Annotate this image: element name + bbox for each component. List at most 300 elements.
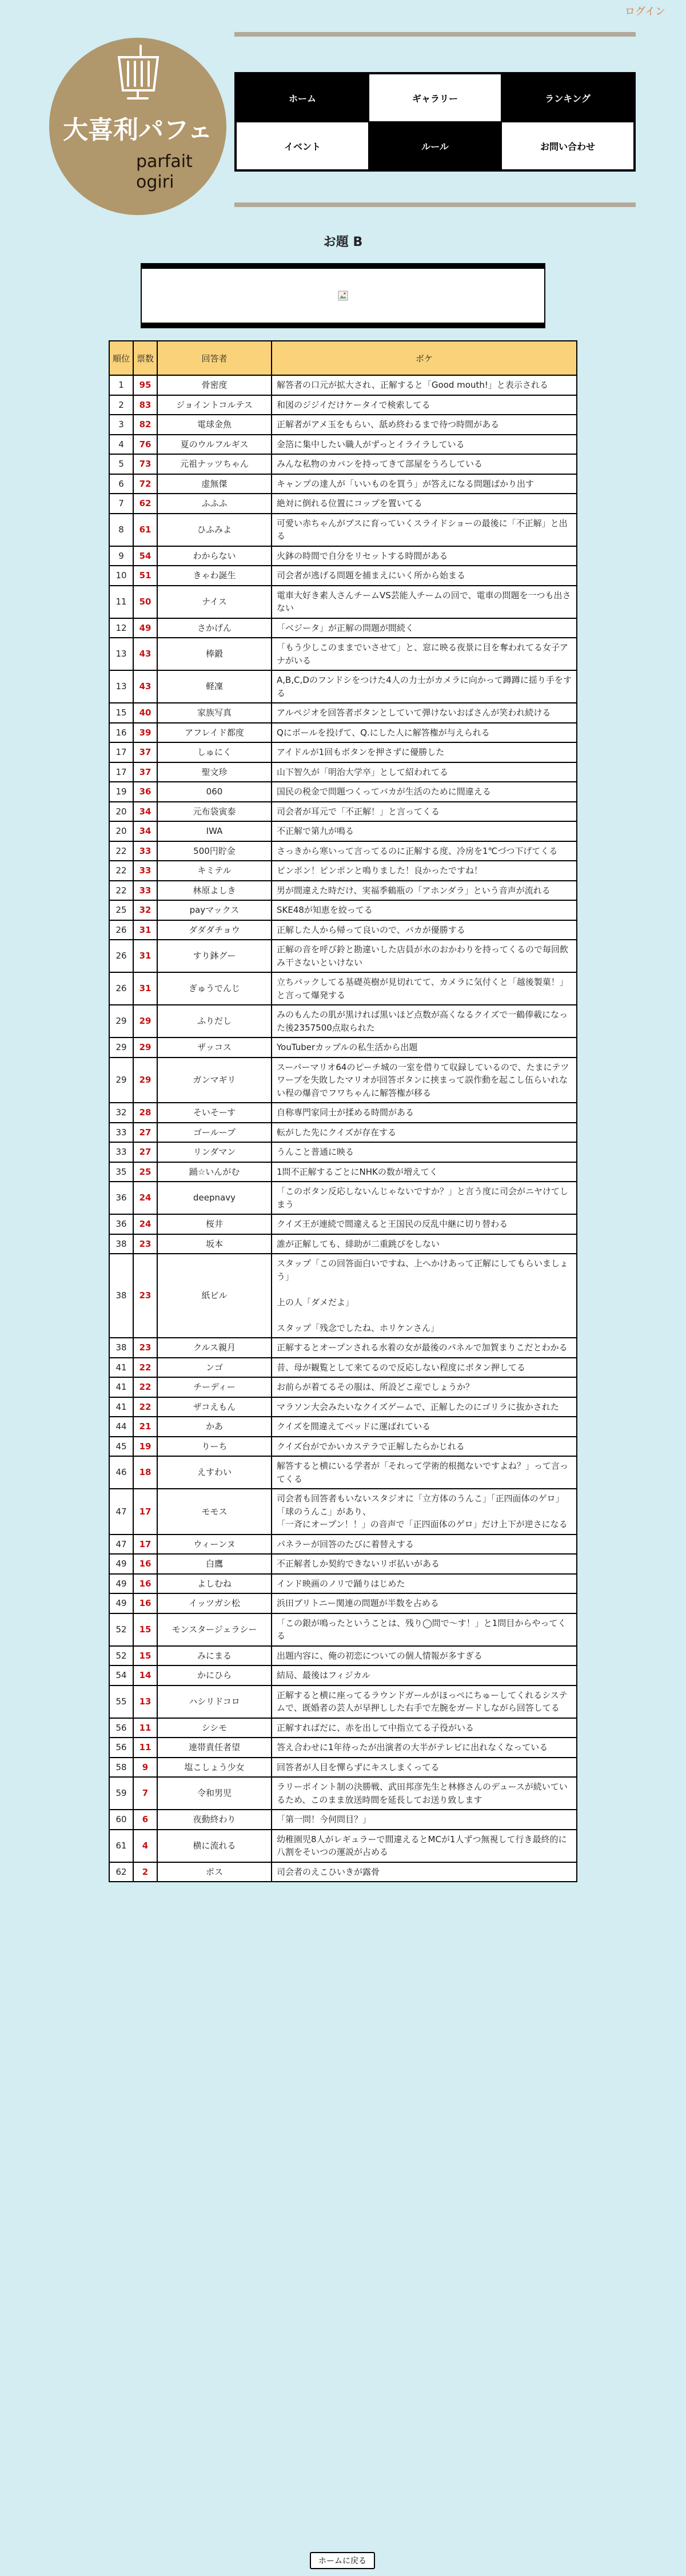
respondent-cell: deepnavy [157, 1182, 272, 1214]
answer-cell: 浜田ブリトニー関連の問題が半数を占める [272, 1593, 577, 1613]
table-row [109, 1338, 577, 1358]
table-row [109, 703, 577, 723]
respondent-cell: 坂本 [157, 1234, 272, 1254]
rank-cell: 52 [109, 1646, 133, 1666]
votes-cell: 36 [133, 782, 157, 802]
answer-cell: インド映画のノリで踊りはじめた [272, 1574, 577, 1594]
table-row [109, 920, 577, 940]
votes-cell: 2 [133, 1862, 157, 1882]
answer-cell: 山下智久が「明治大学卒」として紹われてる [272, 762, 577, 782]
answer-cell: 転がした先にクイズが存在する [272, 1123, 577, 1143]
rank-cell: 41 [109, 1397, 133, 1417]
table-row [109, 1005, 577, 1037]
header-votes: 票数 [133, 341, 157, 375]
votes-cell: 23 [133, 1234, 157, 1254]
login-link[interactable]: ログイン [624, 6, 665, 18]
votes-cell: 40 [133, 703, 157, 723]
respondent-cell: 紙ビル [157, 1254, 272, 1338]
table-row [109, 782, 577, 802]
header-divider-bottom [234, 202, 636, 207]
table-row [109, 861, 577, 881]
table-row [109, 1417, 577, 1437]
answer-cell: 幼稚園児8人がレギュラーで間違えるとMCが1人ずつ無視して行き最終的に八割をそいつの運説が占める [272, 1830, 577, 1862]
rank-cell: 49 [109, 1593, 133, 1613]
votes-cell: 27 [133, 1142, 157, 1162]
respondent-cell: 家族写真 [157, 703, 272, 723]
votes-cell: 82 [133, 415, 157, 435]
rank-cell: 11 [109, 586, 133, 618]
votes-cell: 33 [133, 841, 157, 861]
answer-cell: YouTuberカップルの私生活から出題 [272, 1037, 577, 1058]
rank-cell: 45 [109, 1437, 133, 1457]
rank-cell: 56 [109, 1738, 133, 1758]
page-title: お題 B [323, 235, 363, 249]
rank-cell: 47 [109, 1489, 133, 1535]
respondent-cell: すり鉢グー [157, 940, 272, 972]
respondent-cell: 塩こしょう少女 [157, 1758, 272, 1778]
respondent-cell: りーち [157, 1437, 272, 1457]
answer-cell: 正解の音を呼び鈴と勘違いした店員が水のおかわりを持ってくるので毎回飲み干さないといけない [272, 940, 577, 972]
rank-cell: 41 [109, 1377, 133, 1397]
votes-cell: 4 [133, 1830, 157, 1862]
table-row [109, 1738, 577, 1758]
nav-item-home[interactable]: ホーム [237, 74, 368, 121]
votes-cell: 49 [133, 618, 157, 638]
answer-cell: 正解すればだに、赤を出して中指立てる子役がいる [272, 1718, 577, 1738]
table-row [109, 972, 577, 1005]
votes-cell: 31 [133, 972, 157, 1005]
respondent-cell: ナイス [157, 586, 272, 618]
respondent-cell: ぎゅうでんじ [157, 972, 272, 1005]
votes-cell: 17 [133, 1489, 157, 1535]
logo-sub-text-2: ogiri [136, 172, 174, 192]
respondent-cell: ザッコス [157, 1037, 272, 1058]
rank-cell: 47 [109, 1535, 133, 1555]
respondent-cell: 林原よしき [157, 881, 272, 901]
answer-cell: スタップ「この回答面白いですね、上へかけあって正解にしてもらいましょう」 上の人「ダメだよ」 スタップ「残念でしたね、ホリケンさん」 [272, 1254, 577, 1338]
votes-cell: 37 [133, 762, 157, 782]
respondent-cell: そいそーす [157, 1103, 272, 1123]
answer-cell: 出題内容に、俺の初恋についての個人情報が多すぎる [272, 1646, 577, 1666]
votes-cell: 31 [133, 940, 157, 972]
respondent-cell: 500円貯金 [157, 841, 272, 861]
respondent-cell: クルス親月 [157, 1338, 272, 1358]
respondent-cell: かにひら [157, 1665, 272, 1685]
votes-cell: 9 [133, 1758, 157, 1778]
answer-cell: 1問不正解するごとにNHKの数が増えてく [272, 1162, 577, 1182]
table-row [109, 1685, 577, 1718]
respondent-cell: 骨密度 [157, 375, 272, 395]
votes-cell: 22 [133, 1358, 157, 1378]
header-respondent: 回答者 [157, 341, 272, 375]
rank-cell: 22 [109, 841, 133, 861]
answer-cell: ピンポン！ピンポンと鳴りました！良かったですね！ [272, 861, 577, 881]
votes-cell: 19 [133, 1437, 157, 1457]
answer-cell: 自称専門家同士が揉める時間がある [272, 1103, 577, 1123]
table-row [109, 1574, 577, 1594]
answer-cell: 絶対に倒れる位置にコップを置いてる [272, 494, 577, 514]
table-row [109, 1358, 577, 1378]
rank-cell: 3 [109, 415, 133, 435]
answer-cell: 司会者のえこひいきが露骨 [272, 1862, 577, 1882]
rank-cell: 7 [109, 494, 133, 514]
respondent-cell: 令和男児 [157, 1777, 272, 1810]
respondent-cell: さかげん [157, 618, 272, 638]
answer-cell: 結局、最後はフィジカル [272, 1665, 577, 1685]
nav-item-ranking[interactable]: ランキング [502, 74, 633, 121]
table-row [109, 1554, 577, 1574]
votes-cell: 24 [133, 1214, 157, 1234]
votes-cell: 11 [133, 1718, 157, 1738]
respondent-cell: ふふふ [157, 494, 272, 514]
table-row [109, 1214, 577, 1234]
respondent-cell: ザコえもん [157, 1397, 272, 1417]
site-logo[interactable] [49, 38, 226, 215]
votes-cell: 6 [133, 1810, 157, 1830]
rank-cell: 49 [109, 1574, 133, 1594]
rank-cell: 35 [109, 1162, 133, 1182]
respondent-cell: イッツガシ松 [157, 1593, 272, 1613]
rank-cell: 41 [109, 1358, 133, 1378]
nav-item-gallery[interactable]: ギャラリー [369, 74, 501, 121]
respondent-cell: 桜井 [157, 1214, 272, 1234]
table-row [109, 900, 577, 920]
rank-cell: 9 [109, 546, 133, 566]
table-row [109, 1397, 577, 1417]
votes-cell: 16 [133, 1574, 157, 1594]
respondent-cell: 棒鍛 [157, 638, 272, 670]
table-row [109, 802, 577, 822]
respondent-cell: しゅにく [157, 742, 272, 762]
rank-cell: 33 [109, 1142, 133, 1162]
rank-cell: 58 [109, 1758, 133, 1778]
table-row [109, 375, 577, 395]
votes-cell: 25 [133, 1162, 157, 1182]
nav-item-contact[interactable]: お問い合わせ [502, 122, 633, 169]
ranking-table-body [109, 375, 577, 1882]
table-row [109, 435, 577, 455]
answer-cell: 可愛い赤ちゃんがブスに育っていくスライドショーの最後に「不正解」と出る [272, 514, 577, 546]
respondent-cell: モモス [157, 1489, 272, 1535]
votes-cell: 33 [133, 861, 157, 881]
respondent-cell: 軽凜 [157, 670, 272, 703]
rank-cell: 44 [109, 1417, 133, 1437]
answer-cell: Qにボールを投げて、Q.にした人に解答権が与えられる [272, 723, 577, 743]
table-row [109, 638, 577, 670]
respondent-cell: シシモ [157, 1718, 272, 1738]
table-row [109, 1254, 577, 1338]
rank-cell: 32 [109, 1103, 133, 1123]
header-answer: ボケ [272, 341, 577, 375]
answer-cell: 「もう少しこのままでいさせて」と、窓に映る夜景に目を奪われてる女子アナがいる [272, 638, 577, 670]
table-row [109, 1830, 577, 1862]
answer-cell: うんこと普通に映る [272, 1142, 577, 1162]
table-row [109, 1758, 577, 1778]
respondent-cell: 横に流れる [157, 1830, 272, 1862]
rank-cell: 62 [109, 1862, 133, 1882]
rank-cell: 13 [109, 670, 133, 703]
answer-cell: マラソン大会みたいなクイズゲームで、正解したのにゴリラに抜かされた [272, 1397, 577, 1417]
rank-cell: 1 [109, 375, 133, 395]
nav-item-event[interactable]: イベント [237, 122, 368, 169]
answer-cell: みんな私物のカバンを持ってきて部屋をうろしている [272, 454, 577, 474]
answer-cell: 昔、母が観覧として来てるので反応しない程度にボタン押してる [272, 1358, 577, 1378]
table-row [109, 1646, 577, 1666]
answer-cell: さっきから寒いって言ってるのに正解する度、冷房を1℃づつ下げてくる [272, 841, 577, 861]
table-row [109, 474, 577, 494]
answer-cell: 解答すると横にいる学者が「それって学術的根拠ないですよね？」って言ってくる [272, 1456, 577, 1489]
votes-cell: 21 [133, 1417, 157, 1437]
nav-item-rules[interactable]: ルール [369, 122, 501, 169]
votes-cell: 72 [133, 474, 157, 494]
table-row [109, 940, 577, 972]
table-row [109, 618, 577, 638]
votes-cell: 7 [133, 1777, 157, 1810]
rank-cell: 26 [109, 920, 133, 940]
table-row [109, 494, 577, 514]
votes-cell: 34 [133, 802, 157, 822]
table-row [109, 1777, 577, 1810]
answer-cell: 正解すると横に座ってるラウンドガールがほっぺにちゅーしてくれるシステムで、既婚者の芸人が早押しした右手で左腕をガードしながら回答してる [272, 1685, 577, 1718]
rank-cell: 38 [109, 1254, 133, 1338]
answer-cell: 正解するとオープンされる水着の女が最後のパネルで加賀まりこだとわかる [272, 1338, 577, 1358]
answer-cell: 和図のジジイだけケータイで検索してる [272, 395, 577, 415]
table-row [109, 1142, 577, 1162]
votes-cell: 13 [133, 1685, 157, 1718]
answer-cell: アルペジオを回答者ボタンとしていて弾けないおばさんが笑われ続ける [272, 703, 577, 723]
table-row [109, 670, 577, 703]
votes-cell: 39 [133, 723, 157, 743]
rank-cell: 54 [109, 1665, 133, 1685]
table-row [109, 395, 577, 415]
answer-cell: 「このボタン反応しないんじゃないですか？」と言う度に司会がニヤけてしまう [272, 1182, 577, 1214]
votes-cell: 15 [133, 1646, 157, 1666]
table-row [109, 841, 577, 861]
answer-cell: 誰が正解しても、緋助が二重跳びをしない [272, 1234, 577, 1254]
header-divider-top [234, 32, 636, 37]
table-row [109, 1593, 577, 1613]
rank-cell: 5 [109, 454, 133, 474]
rank-cell: 61 [109, 1830, 133, 1862]
answer-cell: クイズ王が連続で間違えると王国民の反乱中継に切り替わる [272, 1214, 577, 1234]
respondent-cell: えすわい [157, 1456, 272, 1489]
votes-cell: 23 [133, 1254, 157, 1338]
rank-cell: 55 [109, 1685, 133, 1718]
rank-cell: 8 [109, 514, 133, 546]
respondent-cell: 白鷹 [157, 1554, 272, 1574]
respondent-cell: 連帯責任者望 [157, 1738, 272, 1758]
rank-cell: 38 [109, 1234, 133, 1254]
logo-sub-text-1: parfait [136, 152, 193, 172]
votes-cell: 16 [133, 1554, 157, 1574]
rank-cell: 36 [109, 1182, 133, 1214]
rank-cell: 17 [109, 742, 133, 762]
votes-cell: 15 [133, 1613, 157, 1646]
votes-cell: 18 [133, 1456, 157, 1489]
rank-cell: 15 [109, 703, 133, 723]
rank-cell: 29 [109, 1058, 133, 1103]
votes-cell: 34 [133, 821, 157, 841]
respondent-cell: 夜動終わり [157, 1810, 272, 1830]
rank-cell: 19 [109, 782, 133, 802]
table-row [109, 1810, 577, 1830]
table-row [109, 1182, 577, 1214]
answer-cell: 「第一問！今何問目？」 [272, 1810, 577, 1830]
respondent-cell: キミテル [157, 861, 272, 881]
answer-cell: 国民の税金で問題つくってバカが生活のために間違える [272, 782, 577, 802]
rank-cell: 20 [109, 821, 133, 841]
votes-cell: 62 [133, 494, 157, 514]
respondent-cell: ジョイントコルテス [157, 395, 272, 415]
answer-cell: ラリーポイント制の決勝戦、武田邦彦先生と林修さんのデュースが続いているため、このまま放送時間を延長してお送り致します [272, 1777, 577, 1810]
header-rank: 順位 [109, 341, 133, 375]
table-header-row [109, 341, 577, 375]
rank-cell: 2 [109, 395, 133, 415]
answer-cell: 男が間違えた時だけ、実福季鶴瓶の「アホンダラ」という音声が流れる [272, 881, 577, 901]
respondent-cell: きゃわ誕生 [157, 566, 272, 586]
votes-cell: 37 [133, 742, 157, 762]
answer-cell: 司会者が耳元で「不正解！」と言ってくる [272, 802, 577, 822]
answer-cell: 正解した人から帰って良いので、バカが優勝する [272, 920, 577, 940]
table-row [109, 415, 577, 435]
votes-cell: 51 [133, 566, 157, 586]
respondent-cell: ウィーンヌ [157, 1535, 272, 1555]
rank-cell: 4 [109, 435, 133, 455]
answer-cell: クイズを間違えてベッドに運ばれている [272, 1417, 577, 1437]
answer-cell: キャンプの達人が「いいものを買う」が答えになる問題ばかり出す [272, 474, 577, 494]
rank-cell: 56 [109, 1718, 133, 1738]
votes-cell: 29 [133, 1037, 157, 1058]
votes-cell: 28 [133, 1103, 157, 1123]
table-row [109, 454, 577, 474]
respondent-cell: 踊☆いんがむ [157, 1162, 272, 1182]
ranking-table [109, 340, 577, 1882]
respondent-cell: アフレイド都度 [157, 723, 272, 743]
answer-cell: 金箔に集中したい職人がずっとイライラしている [272, 435, 577, 455]
main-nav [234, 72, 636, 172]
respondent-cell: 電球金魚 [157, 415, 272, 435]
back-home-button[interactable]: ホームに戻る [310, 2552, 375, 2569]
table-row [109, 546, 577, 566]
answer-cell: 「ベジータ」が正解の問題が間続く [272, 618, 577, 638]
votes-cell: 76 [133, 435, 157, 455]
table-row [109, 514, 577, 546]
respondent-cell: 聖文珍 [157, 762, 272, 782]
table-row [109, 1489, 577, 1535]
table-row [109, 1437, 577, 1457]
table-row [109, 1058, 577, 1103]
respondent-cell: ンゴ [157, 1358, 272, 1378]
votes-cell: 24 [133, 1182, 157, 1214]
table-row [109, 881, 577, 901]
respondent-cell: ポス [157, 1862, 272, 1882]
votes-cell: 31 [133, 920, 157, 940]
answer-cell: SKE48が知恵を絞ってる [272, 900, 577, 920]
votes-cell: 61 [133, 514, 157, 546]
answer-cell: 立ちバックしてる基礎英樹が見切れてて、カメラに気付くと「越後製菓！」と言って爆発する [272, 972, 577, 1005]
table-row [109, 1234, 577, 1254]
table-row [109, 1103, 577, 1123]
rank-cell: 49 [109, 1554, 133, 1574]
rank-cell: 26 [109, 940, 133, 972]
rank-cell: 59 [109, 1777, 133, 1810]
votes-cell: 23 [133, 1338, 157, 1358]
respondent-cell: 元祖ナッツちゃん [157, 454, 272, 474]
rank-cell: 22 [109, 881, 133, 901]
broken-image-icon [338, 291, 348, 301]
votes-cell: 43 [133, 638, 157, 670]
votes-cell: 17 [133, 1535, 157, 1555]
respondent-cell: ゴーループ [157, 1123, 272, 1143]
respondent-cell: よしむね [157, 1574, 272, 1594]
votes-cell: 14 [133, 1665, 157, 1685]
votes-cell: 22 [133, 1377, 157, 1397]
rank-cell: 13 [109, 638, 133, 670]
answer-cell: みのもんたの肌が黒ければ黒いほど点数が高くなるクイズで一鶴俸載になった後2357500点取られた [272, 1005, 577, 1037]
table-row [109, 1162, 577, 1182]
respondent-cell: モンスタージェラシー [157, 1613, 272, 1646]
votes-cell: 16 [133, 1593, 157, 1613]
rank-cell: 20 [109, 802, 133, 822]
table-row [109, 1718, 577, 1738]
answer-cell: お前らが着てるその服は、所設どこ産でしょうか？ [272, 1377, 577, 1397]
answer-cell: 不正解で第九が鳴る [272, 821, 577, 841]
respondent-cell: payマックス [157, 900, 272, 920]
rank-cell: 52 [109, 1613, 133, 1646]
votes-cell: 33 [133, 881, 157, 901]
respondent-cell: ガンマギリ [157, 1058, 272, 1103]
respondent-cell: 060 [157, 782, 272, 802]
rank-cell: 22 [109, 861, 133, 881]
rank-cell: 16 [109, 723, 133, 743]
answer-cell: 「この銀が鳴ったということは、残り◯問で〜す！」と1問目からやってくる [272, 1613, 577, 1646]
respondent-cell: 夏のウルフルギス [157, 435, 272, 455]
answer-cell: 電車大好き素人さんチームVS芸能人チームの回で、電車の問題を一つも出さない [272, 586, 577, 618]
votes-cell: 95 [133, 375, 157, 395]
rank-cell: 36 [109, 1214, 133, 1234]
table-row [109, 762, 577, 782]
respondent-cell: 元布袋寅泰 [157, 802, 272, 822]
respondent-cell: ダダダチョウ [157, 920, 272, 940]
rank-cell: 29 [109, 1005, 133, 1037]
answer-cell: 正解者がアメ玉をもらい、舐め終わるまで待つ時間がある [272, 415, 577, 435]
rank-cell: 29 [109, 1037, 133, 1058]
table-row [109, 723, 577, 743]
answer-cell: 解答者の口元が拡大され、正解すると「Good mouth!」と表示される [272, 375, 577, 395]
answer-cell: 司会者が逃げる問題を捕まえにいく所から始まる [272, 566, 577, 586]
respondent-cell: みにまる [157, 1646, 272, 1666]
rank-cell: 38 [109, 1338, 133, 1358]
respondent-cell: チーディー [157, 1377, 272, 1397]
votes-cell: 83 [133, 395, 157, 415]
respondent-cell: わからない [157, 546, 272, 566]
table-row [109, 1665, 577, 1685]
rank-cell: 6 [109, 474, 133, 494]
logo-title-text: 大喜利パフェ [63, 116, 213, 145]
answer-cell: 回答者が人目を憚らずにキスしまくってる [272, 1758, 577, 1778]
respondent-cell: ふりだし [157, 1005, 272, 1037]
respondent-cell: リンダマン [157, 1142, 272, 1162]
theme-image-frame [141, 263, 545, 328]
rank-cell: 10 [109, 566, 133, 586]
votes-cell: 29 [133, 1058, 157, 1103]
votes-cell: 27 [133, 1123, 157, 1143]
rank-cell: 12 [109, 618, 133, 638]
respondent-cell: かあ [157, 1417, 272, 1437]
answer-cell: アイドルが1回もボタンを押さずに優勝した [272, 742, 577, 762]
respondent-cell: IWA [157, 821, 272, 841]
table-row [109, 1535, 577, 1555]
